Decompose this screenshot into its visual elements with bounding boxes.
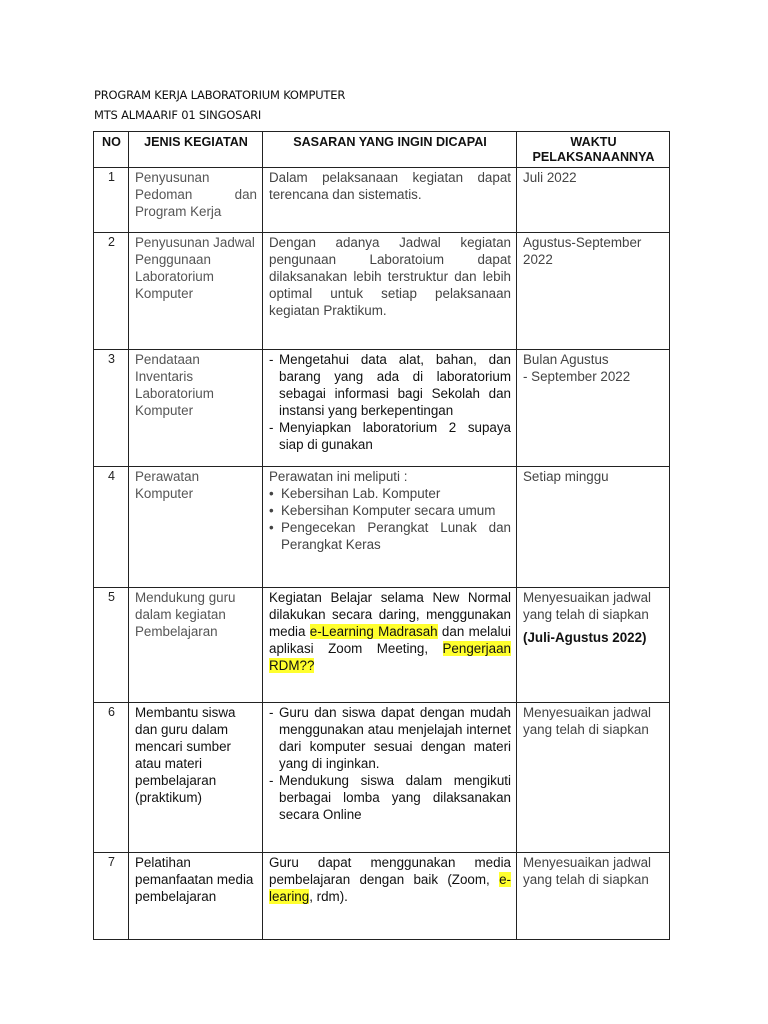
- activity-cell: Perawatan Komputer: [129, 467, 263, 588]
- activity-cell: Penyusunan Pedoman dan Program Kerja: [129, 168, 263, 233]
- target-list: [269, 485, 511, 553]
- time-line: - September 2022: [523, 369, 631, 384]
- highlighted-text: e-learing: [269, 872, 511, 904]
- target-list: [269, 704, 511, 823]
- target-intro: Perawatan ini meliputi :: [269, 469, 408, 484]
- time-period: (Juli-Agustus 2022): [523, 630, 647, 645]
- header-waktu: WAKTU PELAKSANAANNYA: [517, 132, 670, 168]
- header-sasaran: SASARAN YANG INGIN DICAPAI: [263, 132, 517, 168]
- target-text: dan melalui aplikasi Zoom Meeting,: [269, 624, 511, 656]
- list-item: - Mendukung siswa dalam mengikuti berbagai lomba yang dilaksanakan secara Online: [269, 772, 511, 823]
- target-cell: [263, 588, 517, 703]
- table-row: [94, 703, 670, 853]
- header-jenis: JENIS KEGIATAN: [129, 132, 263, 168]
- table-row: [94, 853, 670, 940]
- activity-cell: Mendukung guru dalam kegiatan Pembelajaran: [129, 588, 263, 703]
- highlighted-text: e-Learning Madrasah: [309, 624, 438, 639]
- list-item: • Pengecekan Perangkat Lunak dan Perangkat Keras: [269, 519, 511, 553]
- time-cell: Menyesuaikan jadwal yang telah di siapkan: [517, 703, 670, 853]
- table-row: [94, 588, 670, 703]
- time-line: Bulan Agustus: [523, 352, 609, 367]
- table-row: [94, 233, 670, 350]
- table-row: [94, 168, 670, 233]
- row-number: 4: [94, 467, 129, 588]
- activity-cell: Pendataan Inventaris Laboratorium Komputer: [129, 350, 263, 467]
- header-no: NO: [94, 132, 129, 168]
- row-number: 5: [94, 588, 129, 703]
- row-number: 6: [94, 703, 129, 853]
- time-cell: Agustus-September 2022: [517, 233, 670, 350]
- target-cell: [263, 853, 517, 940]
- target-cell: [263, 467, 517, 588]
- activity-cell: Penyusunan Jadwal Penggunaan Laboratorium Komputer: [129, 233, 263, 350]
- target-list: [269, 351, 511, 453]
- list-item: - Mengetahui data alat, bahan, dan barang yang ada di laboratorium sebagai informasi bagi Sekolah dan instansi yang berkepentingan: [269, 351, 511, 419]
- time-cell: [517, 350, 670, 467]
- target-text: Kegiatan Belajar selama New Normal dilakukan secara daring, menggunakan media: [269, 590, 511, 639]
- table-row: [94, 467, 670, 588]
- highlighted-text: Pengerjaan RDM??: [269, 641, 511, 673]
- target-cell: [263, 350, 517, 467]
- time-text: Menyesuaikan jadwal yang telah di siapkan: [523, 590, 652, 622]
- document-title: PROGRAM KERJA LABORATORIUM KOMPUTER: [94, 88, 346, 102]
- time-cell: Menyesuaikan jadwal yang telah di siapkan: [517, 853, 670, 940]
- program-table: [93, 131, 670, 940]
- target-cell: Dalam pelaksanaan kegiatan dapat terencana dan sistematis.: [263, 168, 517, 233]
- target-text: , rdm).: [309, 889, 348, 904]
- activity-cell: Pelatihan pemanfaatan media pembelajaran: [129, 853, 263, 940]
- target-text: Guru dapat menggunakan media pembelajaran dengan baik (Zoom,: [269, 855, 511, 887]
- document-subtitle: MTS ALMAARIF 01 SINGOSARI: [94, 108, 262, 122]
- target-cell: [263, 703, 517, 853]
- time-cell: Setiap minggu: [517, 467, 670, 588]
- row-number: 2: [94, 233, 129, 350]
- time-cell: [517, 588, 670, 703]
- target-cell: Dengan adanya Jadwal kegiatan pengunaan Laboratoium dapat dilaksanakan lebih terstruktur dan lebih optimal untuk setiap pelaksanaan kegiatan Praktikum.: [263, 233, 517, 350]
- row-number: 3: [94, 350, 129, 467]
- time-cell: Juli 2022: [517, 168, 670, 233]
- list-item: - Guru dan siswa dapat dengan mudah menggunakan atau menjelajah internet dari komputer sesuai dengan materi yang di inginkan.: [269, 704, 511, 772]
- list-item: • Kebersihan Lab. Komputer: [269, 485, 511, 502]
- list-item: - Menyiapkan laboratorium 2 supaya siap di gunakan: [269, 419, 511, 453]
- table-header-row: [94, 132, 670, 168]
- list-item: • Kebersihan Komputer secara umum: [269, 502, 511, 519]
- row-number: 1: [94, 168, 129, 233]
- row-number: 7: [94, 853, 129, 940]
- activity-cell: Membantu siswa dan guru dalam mencari sumber atau materi pembelajaran (praktikum): [129, 703, 263, 853]
- table-row: [94, 350, 670, 467]
